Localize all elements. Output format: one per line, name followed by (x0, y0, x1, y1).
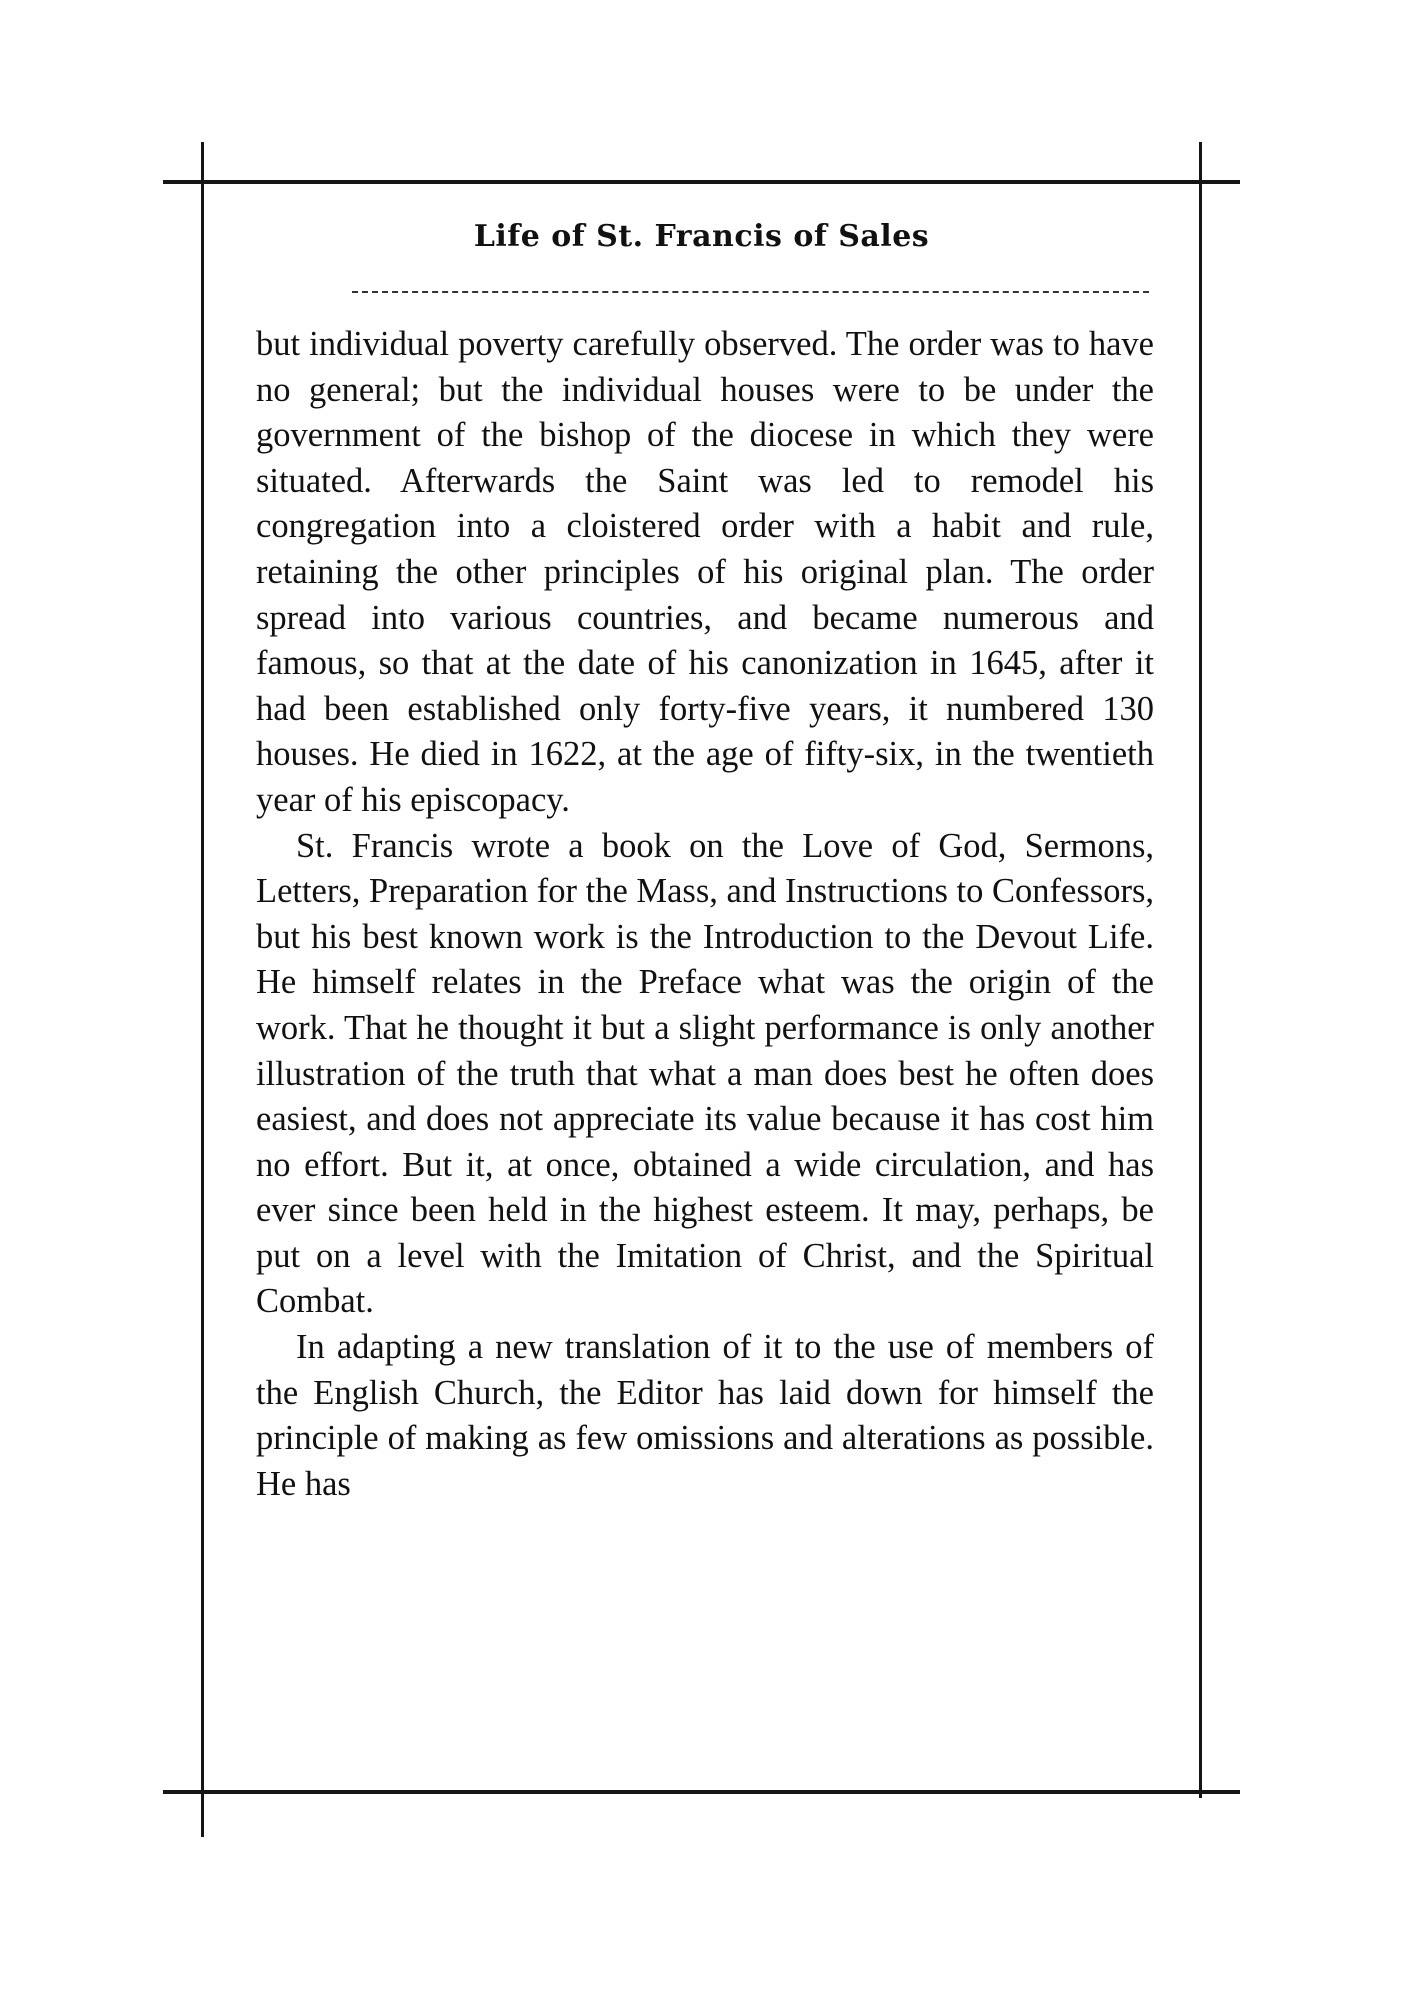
frame-top-rule (163, 180, 1240, 184)
body-text (256, 322, 1154, 1507)
paragraph-1: but individual poverty carefully observed. The order was to have no general; but the individual houses were to be under the government of the bishop of the diocese in which they were situated. Afterwards the Saint was led to remodel his congregation into a cloistered order with a habit and rule, retaining the other principles of his original plan. The order spread into various countries, and became numerous and famous, so that at the date of his canonization in 1645, after it had been established only forty-five years, it numbered 130 houses. He died in 1622, at the age of fifty-six, in the twentieth year of his episcopacy. (256, 325, 1154, 819)
frame-left-rule (201, 142, 204, 1837)
frame-right-rule (1199, 142, 1202, 1798)
frame-bottom-rule (163, 1790, 1240, 1794)
running-title: Life of St. Francis of Sales (473, 219, 930, 254)
paragraph-2: St. Francis wrote a book on the Love of God, Sermons, Letters, Preparation for the Mass, and Instructions to Confessors, but his best known work is the Introduction to the Devout Life. He himself relates in the Preface what was the origin of the work. That he thought it but a slight performance is only another illustration of the truth that what a man does best he often does easiest, and does not appreciate its value because it has cost him no effort. But it, at once, obtained a wide circulation, and has ever since been held in the highest esteem. It may, perhaps, be put on a level with the Imitation of Christ, and the Spiritual Combat. (256, 826, 1154, 1321)
paragraph-3: In adapting a new translation of it to the use of members of the English Church, the Editor has laid down for himself the principle of making as few omissions and alterations as possible. He has (256, 1328, 1154, 1503)
running-title-underline (352, 291, 1149, 293)
